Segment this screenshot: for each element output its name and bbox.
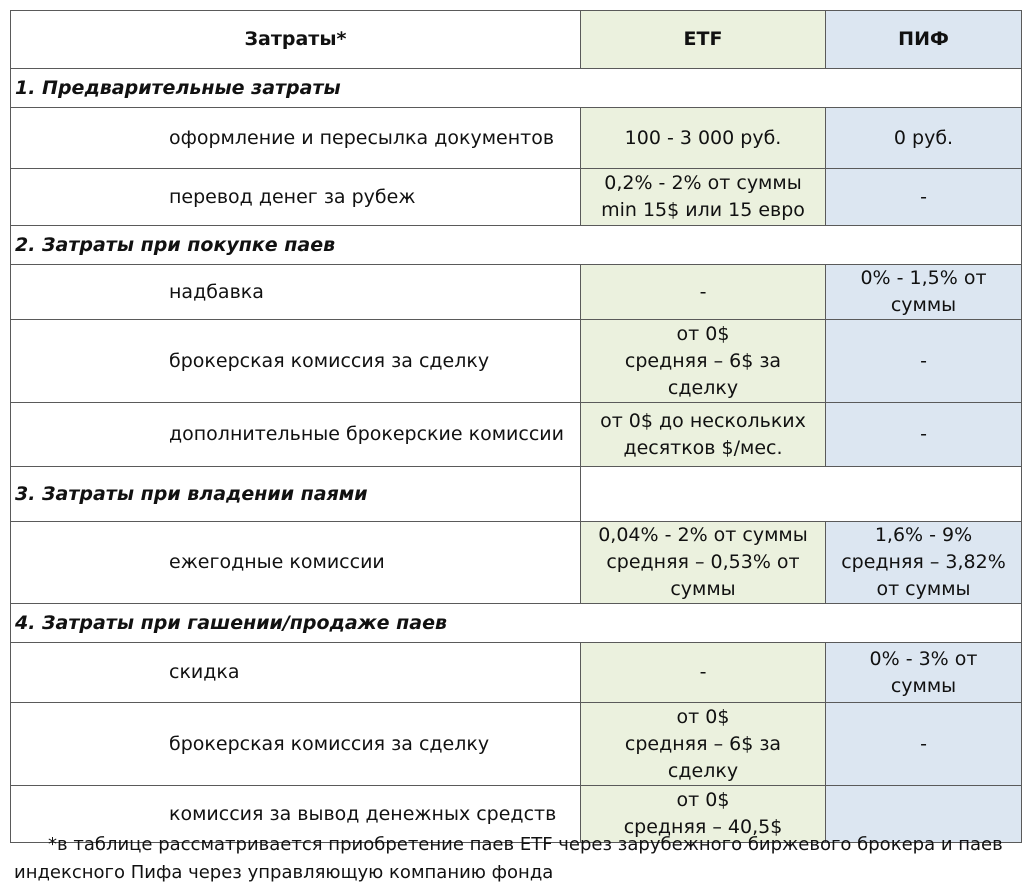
pif-value: -: [826, 403, 1022, 467]
etf-value: -: [581, 265, 826, 320]
etf-value: от 0$ средняя – 40,5$: [581, 786, 826, 843]
pif-value: 0% - 1,5% от суммы: [826, 265, 1022, 320]
section-title: 3. Затраты при владении паями: [11, 467, 581, 522]
etf-value: от 0$ средняя – 6$ за сделку: [581, 320, 826, 403]
section-row: [11, 604, 1022, 643]
row-label: брокерская комиссия за сделку: [11, 703, 581, 786]
table-row: [11, 703, 1022, 786]
table-row: [11, 108, 1022, 169]
table-row: [11, 643, 1022, 703]
section-row: [11, 467, 1022, 522]
pif-value: -: [826, 169, 1022, 226]
pif-value: -: [826, 703, 1022, 786]
cost-comparison-table: [10, 10, 1022, 843]
pif-value: 1,6% - 9% средняя – 3,82% от суммы: [826, 522, 1022, 604]
row-label: оформление и пересылка документов: [11, 108, 581, 169]
row-label: ежегодные комиссии: [11, 522, 581, 604]
header-row: [11, 11, 1022, 69]
section-row: [11, 69, 1022, 108]
header-etf: ETF: [581, 11, 826, 69]
section-title: 4. Затраты при гашении/продаже паев: [11, 604, 1022, 643]
etf-value: от 0$ до нескольких десятков $/мес.: [581, 403, 826, 467]
footnote: *в таблице рассматривается приобретение паев ETF через зарубежного биржевого брокера и паев индексного Пифа через управляющую компанию фонда: [14, 834, 1003, 883]
etf-value: -: [581, 643, 826, 703]
header-pif: ПИФ: [826, 11, 1022, 69]
table-row: [11, 522, 1022, 604]
row-label: брокерская комиссия за сделку: [11, 320, 581, 403]
row-label: перевод денег за рубеж: [11, 169, 581, 226]
table-row: [11, 320, 1022, 403]
section-row: [11, 226, 1022, 265]
header-costs: Затраты*: [11, 11, 581, 69]
row-label: дополнительные брокерские комиссии: [11, 403, 581, 467]
etf-value: от 0$ средняя – 6$ за сделку: [581, 703, 826, 786]
row-label: комиссия за вывод денежных средств: [11, 786, 581, 843]
table-row: [11, 265, 1022, 320]
row-label: надбавка: [11, 265, 581, 320]
etf-value: 100 - 3 000 руб.: [581, 108, 826, 169]
etf-value: 0,2% - 2% от суммы min 15$ или 15 евро: [581, 169, 826, 226]
section-title: 2. Затраты при покупке паев: [11, 226, 1022, 265]
pif-value: -: [826, 320, 1022, 403]
section-title: 1. Предварительные затраты: [11, 69, 1022, 108]
pif-value: 0 руб.: [826, 108, 1022, 169]
table-row: [11, 403, 1022, 467]
pif-value: 0% - 3% от суммы: [826, 643, 1022, 703]
row-label: скидка: [11, 643, 581, 703]
table-row: [11, 169, 1022, 226]
etf-value: 0,04% - 2% от суммы средняя – 0,53% от суммы: [581, 522, 826, 604]
